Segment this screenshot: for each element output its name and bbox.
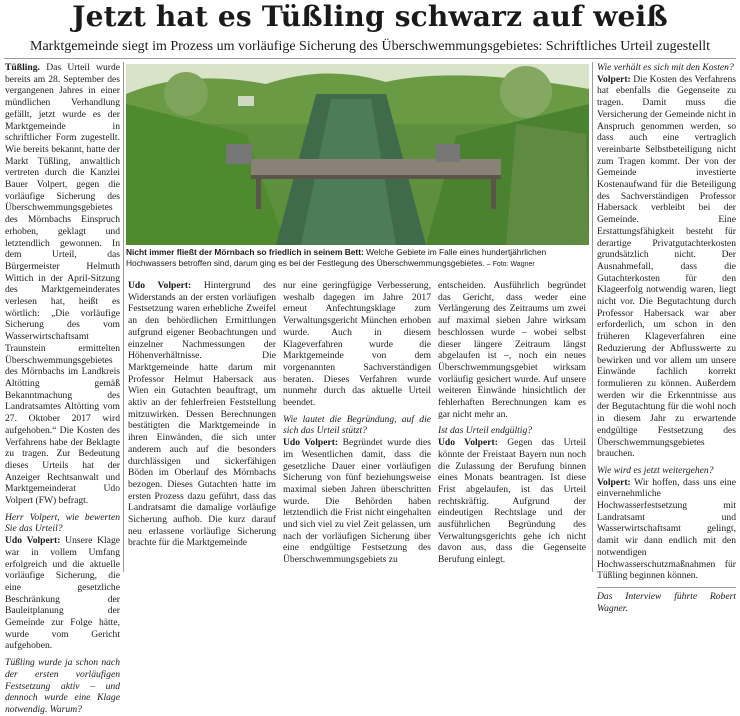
photo-credit: – Foto: Wagner — [484, 260, 535, 268]
speaker-name: Udo Volpert: — [283, 437, 339, 449]
answer-1: Unsere Klage war in vollem Umfang erfolgreich und die aktuelle vorläufige Sicherung, die eine gesetzliche Beschränkung der Bauleitplanung der Gemeinde zur Folge hätte, wurde vom Gericht aufgehoben. — [5, 535, 120, 652]
question-6: Wie wird es jetzt weitergehen? — [597, 464, 714, 476]
answer-4: Gegen das Urteil könnte der Freistaat Bayern nun noch die Zulassung der Berufung binnen eines Monats beantragen. Ist diese Frist abgelaufen, ist das Urteil rechtskräftig. Aufgrund der eindeutigen Rechtslage und der ausführlichen Begründung des Verwaltungsgerichts gehe ich nicht davon aus, dass die Gegenseite Berufung einlegt. — [438, 437, 586, 566]
dateline: Tüßling. — [5, 62, 40, 73]
speaker-name: Udo Volpert: — [5, 535, 61, 547]
column-1 — [5, 62, 120, 715]
question-4: Ist das Urteil endgültig? — [438, 425, 533, 437]
column-2 — [128, 280, 276, 575]
speaker-name: Udo Volpert: — [438, 437, 498, 449]
top-rule — [4, 58, 736, 59]
speaker-name: Volpert: — [597, 73, 631, 85]
stream-bridge-illustration — [126, 64, 589, 245]
answer-2: Hintergrund des Widerstands an der ersten vorläufigen Festsetzung waren erhebliche Zweifel an den behördlichen Ermittlungen aufgrund eigener Beobachtungen und einzelner Nachmessungen der Höhenverhältnisse. Die Marktgemeinde hatte darum mit Professor Helmut Habersack aus Wien ein Gutachten beauftragt, um aktiv an der fehlerfreien Feststellung mitzuwirken. Dessen Berechnungen bestätigten die Marktgemeinde in ihren Einwänden, die sich unter anderem auch auf die besonders durchlässigen und sickerfähigen Böden im Oberlauf des Mörnbachs bezogen. Dieses Gutachten hatte im ersten Prozess dazu geführt, dass das Landratsamt die damalige vorläufige Sicherung aufhob. Die kurz darauf neu erlassene vorläufige Sicherung brachte für die Marktgemeinde — [128, 280, 276, 549]
column-3 — [283, 280, 431, 575]
photo-moernbach — [126, 64, 589, 245]
interview-credit: Das Interview führte Robert Wagner. — [597, 590, 736, 614]
question-5: Wie verhält es sich mit den Kosten? — [597, 62, 734, 73]
subheadline: Marktgemeinde siegt im Prozess um vorläufige Sicherung des Überschwemmungsgebietes: Schriftliches Urteil zugestellt — [30, 39, 710, 54]
question-3: Wie lautet die Begründung, auf die sich das Urteil stützt? — [283, 413, 431, 437]
photo-caption — [126, 247, 589, 270]
column-divider — [123, 62, 124, 572]
answer-6: Wir hoffen, dass uns eine einvernehmliche Hochwasserfestsetzung mit Landratsamt und Wasserwirtschaftsamt gelingt, damit wir dann endlich mit den notwendigen Hochwasserschutzmaßnahmen für Tüßling beginnen können. — [597, 476, 736, 582]
answer-3: Begründet wurde dies im Wesentlichen damit, dass die gesetzliche Dauer einer vorläufigen Sicherung von fünf beziehungsweise maximal sieben Jahren überschritten wurde. Die Behörden haben letztendlich die Frist nicht eingehalten und sich viel zu viel Zeit gelassen, um nach der vorläufigen Sicherung über eine endgültige Festsetzung des Überschwemmungsgebiets zu — [283, 437, 431, 566]
caption-text: Welche Gebiete im Falle eines hundertjährlichen Hochwassers betroffen sind, darum ging es bei der Festlegung des Überschwemmungsgebietes. — [126, 247, 547, 268]
paragraph-continued: nur eine geringfügige Verbesserung, weshalb dagegen im Jahre 2017 erneut Anfechtungsklage zum Verwaltungsgericht München erhoben wurde. Auch in diesem Klageverfahren wurde die Marktgemeinde von dem vorgenannten Sachverständigen beraten. Dieses Verfahren wurde nunmehr durch das aktuelle Urteil beendet. — [283, 280, 431, 409]
answer-5: Die Kosten des Verfahrens hat ebenfalls die Gegenseite zu tragen. Damit muss die Versicherung der Gemeinde nicht in Anspruch genommen werden, so dass auch eine vertraglich vereinbarte Selbstbeteiligung nicht zum Tragen kommt. Der von der Gemeinde investierte Kostenaufwand für die Beteiligung des Sachverständigen Professor Habersack verbleibt bei der Gemeinde. Eine Erstattungsfähigkeit besteht für derartige Privatgutachterkosten grundsätzlich nicht. Der Ausnahmefall, dass die Gutachterkosten für den Klageerfolg notwendig waren, liegt nicht vor. Die Begutachtung durch Professor Habersack war aber erforderlich, um schon in den früheren Klageverfahren eine Reduzierung der Abflusswerte zu bewirken und vor allem um unsere Einwände fachlich korrekt formulieren zu können. Außerdem werden wir die Erkenntnisse aus der Begutachtung für die wohl noch in diesem Jahr zu erwartende endgültige Festsetzung des Überschwemmungsgebietes brauchen. — [597, 73, 736, 460]
paragraph-continued: entscheiden. Ausführlich begründet das Gericht, dass weder eine Verlängerung des Zeitraums um zwei auf maximal sieben Jahre wirksam beschlossen wurde – wobei selbst dieser längere Zeitraum längst abgelaufen ist –, noch ein neues Überschwemmungsgebiet wirksam vorläufig gesichert wurde. Auf unsere weiteren Einwände hinsichtlich der fehlerhaften Berechnungen kam es gar nicht mehr an. — [438, 280, 586, 420]
column-4 — [438, 280, 586, 575]
column-divider — [592, 62, 593, 572]
signoff-rule — [597, 587, 736, 588]
speaker-name: Volpert: — [597, 476, 631, 488]
caption-lead: Nicht immer fließt der Mörnbach so friedlich in seinem Bett: — [126, 247, 364, 257]
question-2: Tüßling wurde ja schon nach der ersten vorläufigen Festsetzung aktiv – und dennoch wurde eine Klage notwendig. Warum? — [5, 657, 120, 715]
lead-paragraph: Das Urteil wurde bereits am 28. September des vergangenen Jahres in einer mündlichen Verhandlung gefällt, jetzt wurde es der Marktgemeinde in schriftlicher Form zugestellt. Wie bereits bekannt, hatte der Markt Tüßling, anwaltlich vertreten durch die Kanzlei Bauer Volpert, gegen die vorläufige Sicherung des Überschwemmungsgebietes des Mörnbachs Einspruch erhoben, geklagt und letztendlich gewonnen. In dem Urteil, das Bürgermeister Helmuth Wittich in der April-Sitzung des Marktgemeinderates verlesen hat, heißt es wörtlich: „Die vorläufige Sicherung des vom Wasserwirtschaftsamt Traunstein ermittelten Überschwemmungsgebietes des Mörnbachs im Landkreis Altötting gemäß Bekanntmachung des Landratsamtes Altötting vom 27. Oktober 2017 wird aufgehoben.“ Die Kosten des Verfahrens habe der Beklagte zu tragen. Zur Bedeutung dieses Urteils hat der Anzeiger Rechtsanwalt und Marktgemeinderat Udo Volpert (FW) befragt. — [5, 62, 120, 507]
question-1: Herr Volpert, wie bewerten Sie das Urteil? — [5, 511, 120, 535]
column-5 — [597, 62, 736, 614]
speaker-name: Udo Volpert: — [128, 280, 192, 291]
headline: Jetzt hat es Tüßling schwarz auf weiß — [72, 0, 668, 33]
